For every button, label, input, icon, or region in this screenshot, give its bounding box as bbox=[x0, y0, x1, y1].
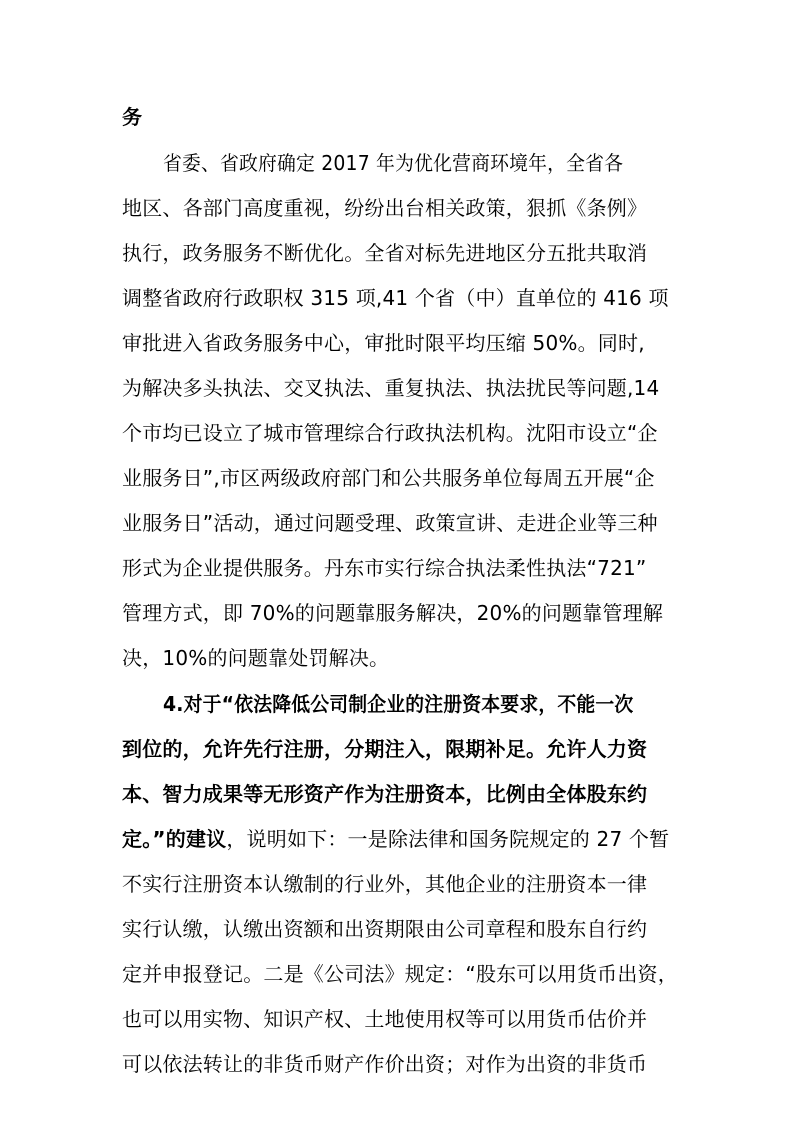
text-segment: 务 bbox=[122, 105, 143, 129]
text-line bbox=[122, 330, 682, 356]
text-line bbox=[122, 510, 682, 536]
text-line bbox=[122, 1006, 682, 1032]
text-segment: 不实行注册资本认缴制的行业外，其他企业的注册资本一律 bbox=[122, 872, 648, 896]
text-segment: 调整省政府行政职权 315 项,41 个省（中）直单位的 416 项 bbox=[122, 286, 669, 310]
text-line bbox=[122, 736, 682, 762]
text-segment: 本、智力成果等无形资产作为注册资本，比例由全体股东约 bbox=[122, 782, 648, 806]
text-line bbox=[122, 916, 682, 942]
text-segment: 个市均已设立了城市管理综合行政执法机构。沈阳市设立“企 bbox=[122, 421, 658, 445]
text-segment: 定。”的建议 bbox=[122, 827, 227, 851]
text-segment: 定并申报登记。二是《公司法》规定：“股东可以用货币出资， bbox=[122, 962, 678, 986]
text-segment: 可以依法转让的非货币财产作价出资；对作为出资的非货币 bbox=[122, 1052, 648, 1076]
paragraph-start-line bbox=[163, 691, 690, 717]
text-segment: 为解决多头执法、交叉执法、重复执法、执法扰民等问题,14 bbox=[122, 376, 660, 400]
text-line bbox=[122, 961, 682, 987]
text-line bbox=[122, 600, 682, 626]
text-line bbox=[122, 871, 682, 897]
text-segment: 执行，政务服务不断优化。全省对标先进地区分五批共取消 bbox=[122, 241, 648, 265]
text-segment: 实行认缴，认缴出资额和出资期限由公司章程和股东自行约 bbox=[122, 917, 648, 941]
text-segment: 也可以用实物、知识产权、土地使用权等可以用货币估价并 bbox=[122, 1007, 648, 1031]
text-line bbox=[122, 1051, 682, 1077]
text-line bbox=[122, 195, 682, 221]
text-line bbox=[122, 420, 682, 446]
text-segment: 形式为企业提供服务。丹东市实行综合执法柔性执法“721” bbox=[122, 556, 647, 580]
text-segment: ，说明如下：一是除法律和国务院规定的 27 个暂 bbox=[226, 827, 670, 851]
text-line bbox=[122, 826, 682, 852]
text-segment: 业服务日”,市区两级政府部门和公共服务单位每周五开展“企 bbox=[122, 466, 655, 490]
text-line bbox=[122, 465, 682, 491]
text-line bbox=[122, 375, 682, 401]
text-segment: 省委、省政府确定 2017 年为优化营商环境年，全省各 bbox=[163, 151, 624, 175]
text-line bbox=[122, 240, 682, 266]
text-line bbox=[122, 781, 682, 807]
text-segment: 业服务日”活动，通过问题受理、政策宣讲、走进企业等三种 bbox=[122, 511, 658, 535]
text-segment: 决，10%的问题靠处罚解决。 bbox=[122, 646, 390, 670]
text-line bbox=[122, 285, 682, 311]
text-segment: 管理方式，即 70%的问题靠服务解决，20%的问题靠管理解 bbox=[122, 601, 664, 625]
paragraph-start-line bbox=[163, 150, 690, 176]
text-line bbox=[122, 645, 682, 671]
text-line bbox=[122, 555, 682, 581]
text-segment: 4.对于“依法降低公司制企业的注册资本要求，不能一次 bbox=[163, 692, 634, 716]
text-segment: 到位的，允许先行注册，分期注入，限期补足。允许人力资 bbox=[122, 737, 648, 761]
text-line bbox=[122, 104, 682, 130]
text-segment: 地区、各部门高度重视，纷纷出台相关政策，狠抓《条例》 bbox=[122, 196, 648, 220]
text-segment: 审批进入省政务服务中心，审批时限平均压缩 50%。同时, bbox=[122, 331, 645, 355]
